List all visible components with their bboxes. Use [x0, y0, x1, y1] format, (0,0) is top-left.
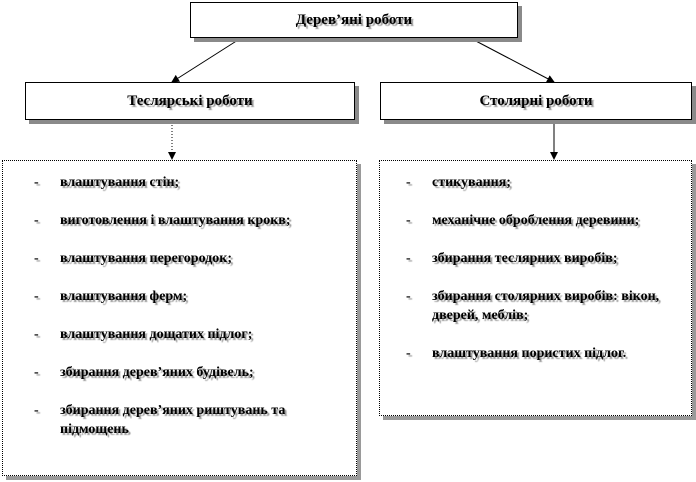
bullet-dash: -	[406, 289, 411, 304]
list-item: - механічне оброблення деревини;	[406, 213, 640, 228]
bullet-dash: -	[34, 327, 39, 342]
root-title: Дерев’яні роботи	[295, 11, 413, 28]
list-item: - влаштування дощатих підлог;	[34, 327, 253, 342]
left-item-list	[34, 173, 355, 458]
right-item-list	[406, 173, 682, 382]
list-item: - влаштування стін;	[34, 175, 180, 190]
bullet-dash: -	[406, 175, 411, 190]
bullet-dash: -	[406, 346, 411, 361]
list-item: - виготовлення і влаштування крокв;	[34, 213, 291, 228]
bullet-dash: -	[406, 213, 411, 228]
arrow-root-to-left	[172, 40, 238, 82]
list-item: - збирання дерев’яних будівель;	[34, 365, 254, 380]
list-item: - збирання дерев’яних риштувань та підмощень	[34, 403, 286, 437]
left-box	[25, 82, 355, 120]
list-item: - влаштування перегородок;	[34, 251, 232, 266]
list-item: - влаштування ферм;	[34, 289, 188, 304]
arrow-root-to-right	[474, 40, 554, 82]
list-item: - збирання теслярних виробів;	[406, 251, 618, 266]
bullet-dash: -	[34, 289, 39, 304]
bullet-dash: -	[34, 175, 39, 190]
bullet-dash: -	[34, 403, 39, 418]
left-title: Теслярські роботи	[127, 92, 253, 109]
list-item: - стикування;	[406, 175, 511, 190]
list-item: - влаштування пористих підлог.	[406, 346, 627, 361]
right-title: Столярні роботи	[479, 92, 593, 109]
bullet-dash: -	[34, 251, 39, 266]
list-item: - збирання столярних виробів: вікон, дверей, меблів;	[406, 289, 660, 323]
root-box	[190, 2, 518, 38]
right-box	[380, 82, 692, 120]
bullet-dash: -	[34, 213, 39, 228]
bullet-dash: -	[34, 365, 39, 380]
bullet-dash: -	[406, 251, 411, 266]
